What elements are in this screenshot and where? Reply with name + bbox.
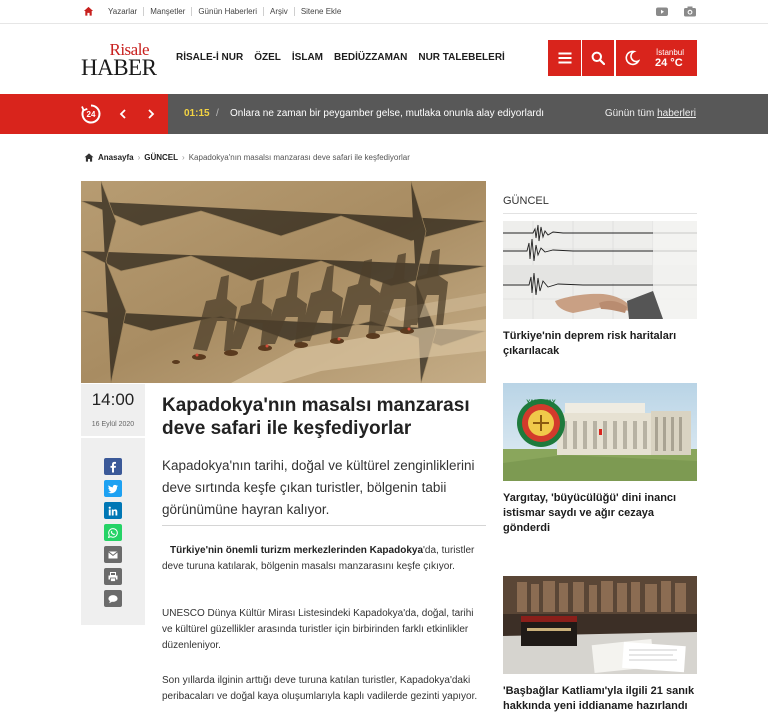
youtube-icon[interactable] (654, 4, 670, 19)
ticker-badge: 24 (86, 110, 96, 120)
ticker-all-prefix: Günün tüm (604, 108, 655, 119)
print-icon (108, 572, 118, 582)
top-link-arsiv[interactable]: Arşiv (264, 7, 295, 16)
prev-arrow-icon[interactable] (118, 108, 128, 120)
weather-widget[interactable] (616, 40, 697, 76)
article-time: 14:00 (91, 390, 135, 409)
ticker-separator: / (216, 108, 219, 119)
top-link-yazarlar[interactable]: Yazarlar (108, 7, 144, 16)
article-summary: Kapadokya'nın tarihi, doğal ve kültürel zenginliklerini deve sırtında keşfe çıkan turistler, bölgenin tabii görünümüne hayran kalıyor. (162, 458, 475, 517)
menu-button[interactable] (548, 40, 581, 76)
next-arrow-icon[interactable] (146, 108, 156, 120)
facebook-icon (109, 461, 117, 472)
share-linkedin-button[interactable] (104, 502, 122, 519)
ticker-time: 01:15 (184, 108, 210, 119)
sidebar-news-card[interactable] (503, 221, 697, 359)
summary-divider (162, 525, 486, 526)
article-paragraph-1 (162, 543, 482, 575)
article-meta-panel (81, 384, 145, 625)
news-card-title[interactable]: Yargıtay, 'büyücülüğü' dini inancı istismar saydı ve ağır cezaya gönderdi (503, 492, 677, 534)
top-link-gunun-haberleri[interactable]: Günün Haberleri (192, 7, 264, 16)
camera-icon[interactable] (682, 4, 698, 19)
main-nav (176, 52, 516, 63)
news-card-title[interactable]: Türkiye'nin deprem risk haritaları çıkarılacak (503, 330, 677, 357)
ticker-headline[interactable]: Onlara ne zaman bir peygamber gelse, mutlaka onunla alay ediyorlardı (230, 108, 545, 119)
logo-haber: HABER (81, 55, 157, 80)
breadcrumb-current: Kapadokya'nın masalsı manzarası deve safari ile keşfediyorlar (188, 153, 410, 162)
article-paragraph-2: UNESCO Dünya Kültür Mirası Listesindeki Kapadokya'da, doğal, tarihi ve kültürel güzellikler arasında turistler için birbirinden farklı etkinlikler düzenleniyor. (162, 608, 474, 651)
news-card-title[interactable]: 'Başbağlar Katliamı'yla ilgili 21 sanık hakkında yeni iddianame hazırlandı (503, 685, 695, 712)
news-ticker (0, 94, 768, 134)
nav-item-islam[interactable]: İSLAM (291, 52, 324, 63)
share-email-button[interactable] (104, 546, 122, 563)
paragraph-1-rest: 'da, turistler deve turuna katılarak, bölgenin masalsı manzarasını keşfe çıkıyor. (162, 545, 475, 572)
yargitay-building-photo (503, 383, 697, 481)
breadcrumb-chevron-icon: › (182, 153, 185, 162)
breadcrumb-category[interactable]: GÜNCEL (144, 153, 179, 162)
breadcrumb-home[interactable]: Anasayfa (98, 153, 134, 162)
ticker-content (175, 94, 768, 134)
breadcrumb-chevron-icon: › (137, 153, 141, 162)
top-link-sitene-ekle[interactable]: Sitene Ekle (300, 7, 342, 16)
print-button[interactable] (104, 568, 122, 585)
sidebar-heading[interactable]: GÜNCEL (503, 195, 549, 207)
sidebar-news-card[interactable] (503, 576, 697, 714)
top-utility-bar (0, 0, 768, 24)
twitter-icon (108, 484, 118, 493)
breadcrumb (84, 153, 410, 162)
article-title: Kapadokya'nın masalsı manzarası deve safari ile keşfediyorlar (162, 395, 470, 439)
article-paragraph-3: Son yıllarda ilginin arttığı deve turuna katılan turistler, Kapadokya'daki peribacaları ve doğal kaya oluşumlarıyla kaplı vadilerde gezinti yapıyor. (162, 675, 478, 702)
nav-item-risale-i-nur[interactable]: RİSALE-İ NUR (176, 52, 244, 63)
home-icon (84, 153, 94, 162)
hamburger-icon (558, 53, 571, 64)
top-link-mansetler[interactable]: Manşetler (144, 7, 192, 16)
sidebar-heading-divider (503, 213, 697, 214)
ticker-all-link[interactable]: haberleri (657, 108, 696, 119)
seismograph-photo (503, 221, 697, 319)
search-button[interactable] (582, 40, 614, 76)
search-icon (591, 51, 605, 65)
home-icon[interactable] (83, 6, 94, 17)
site-logo[interactable] (81, 40, 157, 80)
logo-risale: Risale (109, 40, 149, 59)
share-facebook-button[interactable] (104, 458, 122, 475)
nav-item-ozel[interactable]: ÖZEL (254, 52, 281, 63)
court-files-photo (503, 576, 697, 674)
article-date: 16 Eylül 2020 (91, 421, 135, 428)
nav-item-bediuzzaman[interactable]: BEDİÜZZAMAN (334, 52, 408, 63)
share-whatsapp-button[interactable] (104, 524, 122, 541)
ticker-all-news[interactable] (605, 108, 696, 119)
sidebar-news-card[interactable] (503, 383, 697, 536)
moon-icon (624, 50, 640, 66)
seal-lettering: YARGITAY (526, 400, 556, 406)
news-card-image (503, 576, 697, 674)
email-icon (108, 551, 118, 559)
ticker-controls (0, 94, 168, 134)
news-card-image (503, 383, 697, 481)
paragraph-1-bold: Türkiye'nin önemli turizm merkezlerinden Kapadokya (170, 545, 424, 556)
news-card-image (503, 221, 697, 319)
weather-city: İstanbul (656, 48, 685, 57)
24-hours-icon[interactable] (80, 103, 102, 125)
meta-divider (81, 436, 145, 438)
weather-temp: 24 °C (655, 57, 683, 69)
whatsapp-icon (108, 528, 118, 538)
comment-button[interactable] (104, 590, 122, 607)
article-hero-image (81, 181, 486, 383)
top-links (108, 7, 347, 16)
comment-icon (108, 594, 118, 603)
camel-safari-photo (81, 181, 486, 383)
linkedin-icon (109, 506, 118, 515)
nav-item-nur-talebeleri[interactable]: NUR TALEBELERİ (418, 52, 505, 63)
site-header (0, 24, 768, 94)
share-twitter-button[interactable] (104, 480, 122, 497)
